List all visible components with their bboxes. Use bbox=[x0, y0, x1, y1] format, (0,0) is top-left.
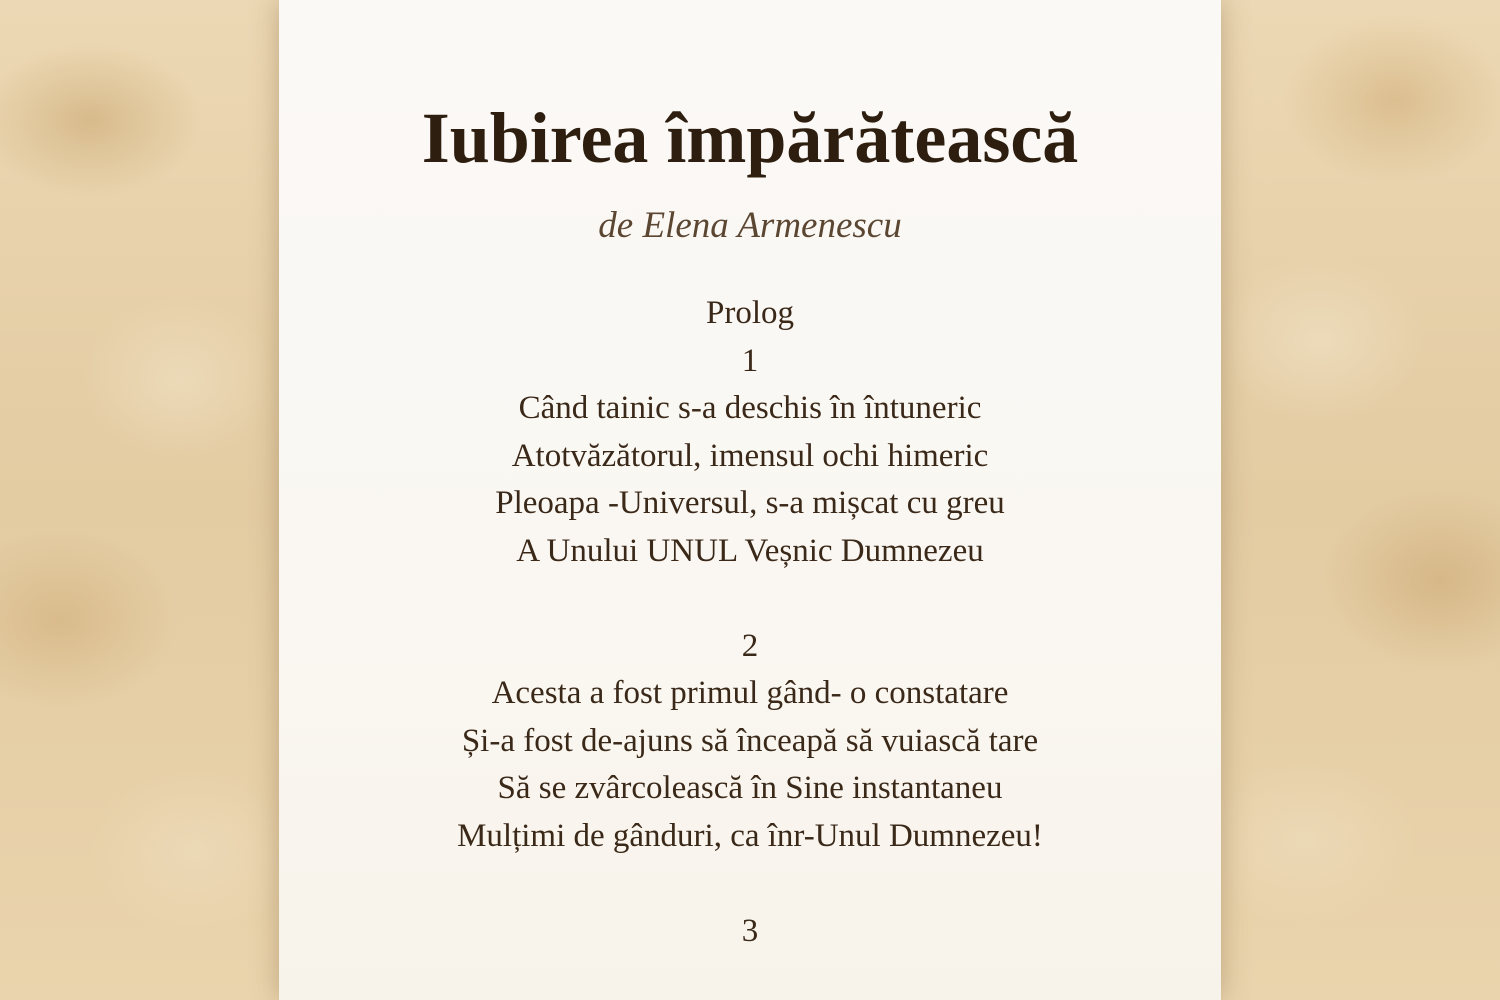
poem-page bbox=[279, 0, 1221, 1000]
poem-line: Atotvăzătorul, imensul ochi himeric bbox=[511, 437, 989, 474]
section-heading: Prolog bbox=[705, 295, 794, 331]
poem-author: de Elena Armenescu bbox=[598, 205, 902, 246]
stanza-number: 1 bbox=[741, 342, 759, 379]
stanza-break bbox=[279, 575, 1221, 623]
poem-line: Când tainic s-a deschis în întuneric bbox=[518, 390, 982, 426]
stanza-number: 3 bbox=[741, 912, 759, 949]
poem-title: Iubirea împărătească bbox=[421, 98, 1079, 178]
stanza-break bbox=[279, 860, 1221, 908]
poem-line: Și-a fost de-ajuns să înceapă să vuiască tare bbox=[461, 722, 1039, 759]
poem-line: A Unului UNUL Veșnic Dumnezeu bbox=[516, 532, 984, 569]
poem-line: Pleoapa -Universul, s-a mișcat cu greu bbox=[495, 485, 1005, 521]
poem-line: Mulțimi de gânduri, ca înr-Unul Dumnezeu! bbox=[457, 817, 1043, 854]
poem-line: Să se zvârcolească în Sine instantaneu bbox=[497, 770, 1003, 806]
poem-body bbox=[279, 290, 1221, 955]
stanza-number: 2 bbox=[741, 627, 759, 664]
poem-line: Acesta a fost primul gând- o constatare bbox=[491, 675, 1009, 711]
